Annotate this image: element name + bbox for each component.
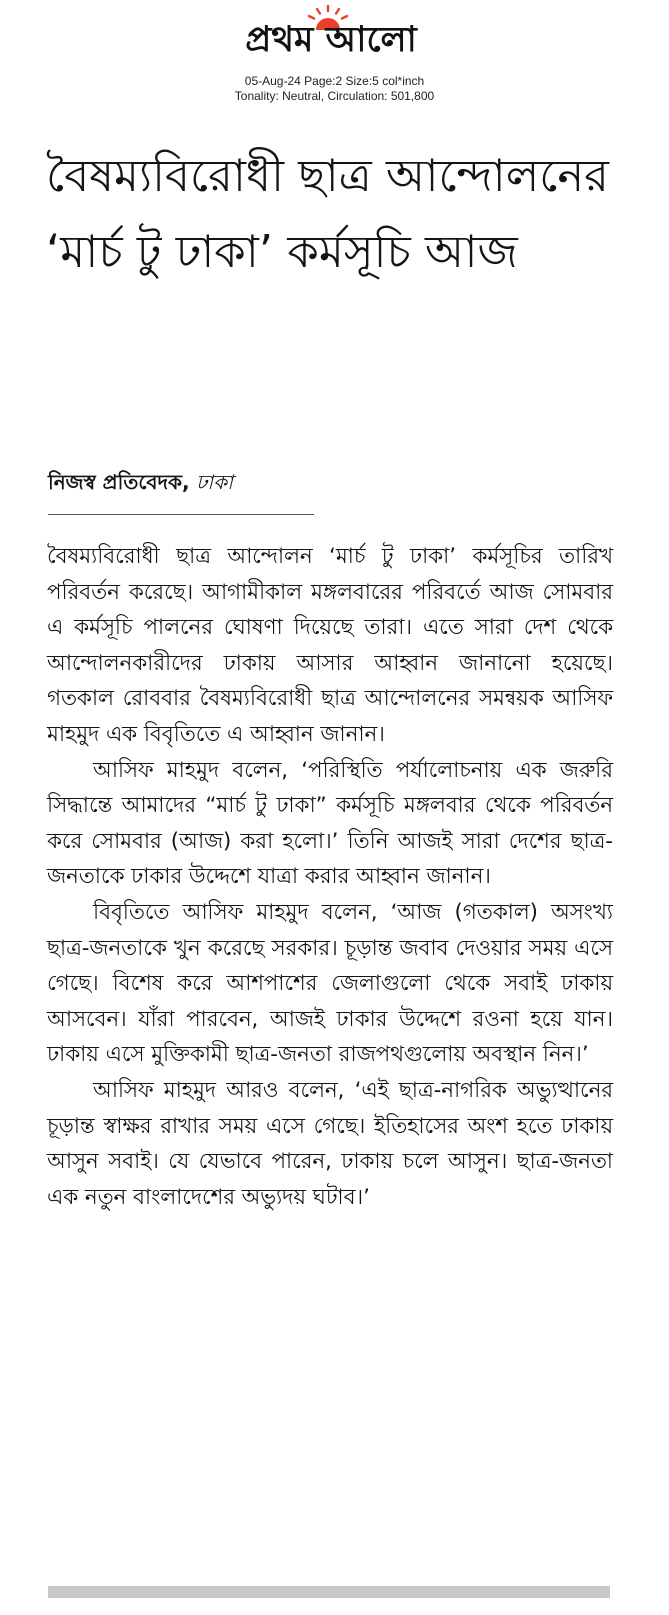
byline-location: ঢাকা: [195, 470, 233, 494]
byline-divider: [48, 514, 314, 515]
article-body: [47, 539, 613, 1215]
article-paragraph-2: আসিফ মাহমুদ বলেন, ‘পরিস্থিতি পর্যালোচনায় এক জরুরি সিদ্ধান্তে আমাদের “মার্চ টু ঢাকা” কর্মসূচি মঙ্গলবার থেকে পরিবর্তন করে সোমবার (আজ) করা হলো।’ তিনি আজই সারা দেশের ছাত্র-জনতাকে ঢাকার উদ্দেশে যাত্রা করার আহ্বান জানান।: [47, 757, 613, 890]
clipping-tonality-circulation: Tonality: Neutral, Circulation: 501,800: [234, 89, 435, 103]
clipping-metadata: [0, 74, 669, 104]
article-paragraph-4: আসিফ মাহমুদ আরও বলেন, ‘এই ছাত্র-নাগরিক অভ্যুত্থানের চূড়ান্ত স্বাক্ষর রাখার সময় এসে গেছে। ইতিহাসের অংশ হতে ঢাকায় আসুন সবাই। যে যেভাবে পারেন, ঢাকায় চলে আসুন। ছাত্র-জনতা এক নতুন বাংলাদেশের অভ্যুদয় ঘটাব।’: [47, 1077, 613, 1210]
masthead: [0, 4, 669, 66]
byline-reporter: নিজস্ব প্রতিবেদক,: [48, 470, 190, 494]
article-paragraph-1: বৈষম্যবিরোধী ছাত্র আন্দোলন ‘মার্চ টু ঢাকা’ কর্মসূচির তারিখ পরিবর্তন করেছে। আগামীকাল মঙ্গলবারের পরিবর্তে আজ সোমবার এ কর্মসূচি পালনের ঘোষণা দিয়েছে তারা। এতে সারা দেশ থেকে আন্দোলনকারীদের ঢাকায় আসার আহ্বান জানানো হয়েছে। গতকাল রোববার বৈষম্যবিরোধী ছাত্র আন্দোলনের সমন্বয়ক আসিফ মাহমুদ এক বিবৃতিতে এ আহ্বান জানান।: [47, 544, 613, 747]
bottom-divider-bar: [48, 1586, 610, 1598]
byline: [48, 468, 233, 496]
logo-text: প্রথম আলো: [245, 20, 417, 60]
newspaper-logo: [200, 4, 470, 64]
article-headline: বৈষম্যবিরোধী ছাত্র আন্দোলনের ‘মার্চ টু ঢাকা’ কর্মসূচি আজ: [46, 149, 609, 278]
article-paragraph-3: বিবৃতিতে আসিফ মাহমুদ বলেন, ‘আজ (গতকাল) অসংখ্য ছাত্র-জনতাকে খুন করেছে সরকার। চূড়ান্ত জবাব দেওয়ার সময় এসে গেছে। বিশেষ করে আশপাশের জেলাগুলো থেকে সবাই ঢাকায় আসবেন। যাঁরা পারবেন, আজই ঢাকার উদ্দেশে রওনা হয়ে যান। ঢাকায় এসে মুক্তিকামী ছাত্র-জনতা রাজপথগুলোয় অবস্থান নিন।’: [47, 899, 613, 1068]
clipping-date-size: 05-Aug-24 Page:2 Size:5 col*inch: [244, 74, 425, 88]
